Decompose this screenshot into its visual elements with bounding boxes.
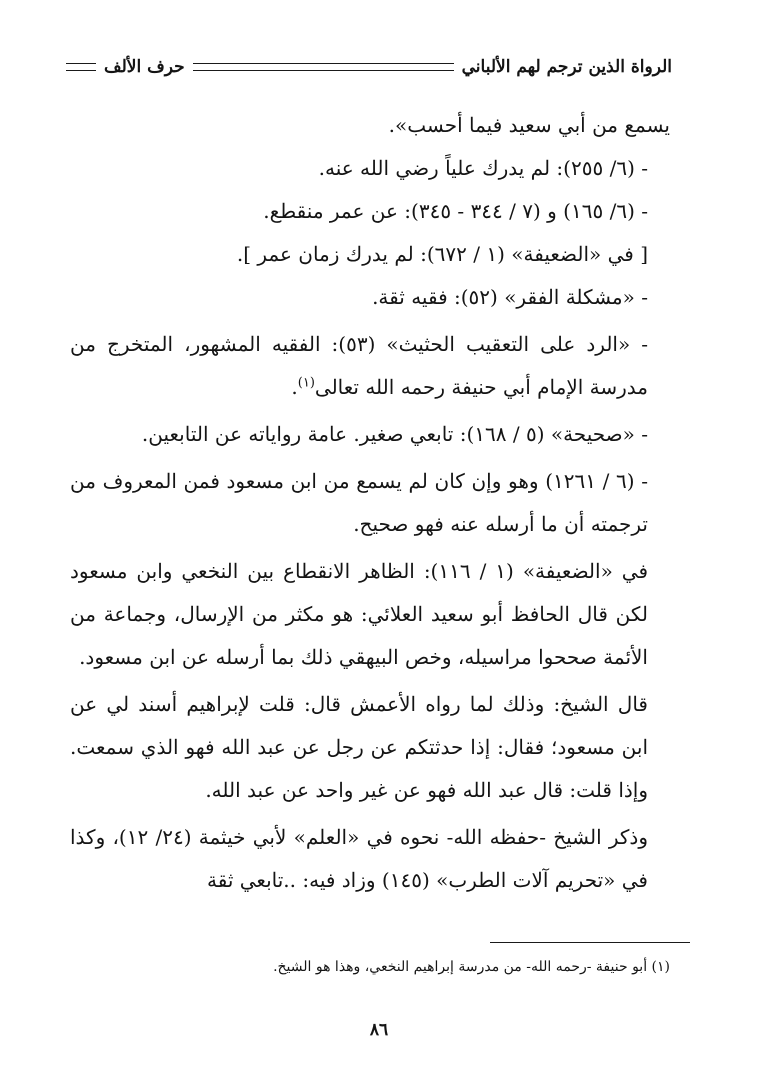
paragraph: - «الرد على التعقيب الحثيث» (٥٣): الفقيه المشهور، المتخرج من مدرسة الإمام أبي حنيفة رحمه الله تعالى$^{(١)}$.	[70, 332, 649, 399]
paragraph: - (٦/ ٢٥٥): لم يدرك علياً رضي الله عنه.	[318, 156, 648, 180]
footnote: (١) أبو حنيفة -رحمه الله- من مدرسة إبراهيم النخعي، وهذا هو الشيخ.	[273, 959, 670, 975]
paragraph-text: - «الرد على التعقيب الحثيث» (٥٣): الفقيه المشهور، المتخرج من مدرسة الإمام أبي حنيفة رحمه الله تعالى	[70, 332, 649, 399]
header-rule	[193, 63, 454, 71]
paragraph: - «صحيحة» (٥ / ١٦٨): تابعي صغير. عامة رواياته عن التابعين.	[141, 422, 648, 446]
page-body	[70, 104, 670, 902]
page-number: ٨٦	[369, 1020, 389, 1040]
chapter-title: حرف الألف	[104, 57, 185, 77]
paragraph: - «مشكلة الفقر» (٥٢): فقيه ثقة.	[372, 285, 648, 309]
footnote-marker: (١)	[297, 375, 315, 391]
paragraph: وذكر الشيخ -حفظه الله- نحوه في «العلم» لأبي خيثمة (٢٤/ ١٢)، وكذا في «تحريم آلات الطرب» (١٤٥) وزاد فيه: ..تابعي ثقة	[70, 825, 649, 892]
paragraph: - (٦/ ١٦٥) و (٧ / ٣٤٤ - ٣٤٥): عن عمر منقطع.	[263, 199, 648, 223]
footnote-rule	[490, 942, 690, 943]
paragraph: [ في «الضعيفة» (١ / ٦٧٢): لم يدرك زمان عمر ].	[236, 242, 648, 266]
paragraph: يسمع من أبي سعيد فيما أحسب».	[388, 113, 670, 137]
paragraph: قال الشيخ: وذلك لما رواه الأعمش قال: قلت لإبراهيم أسند لي عن ابن مسعود؛ فقال: إذا حدثتكم عن رجل عن عبد الله فهو الذي سمعت. وإذا قلت: قال عبد الله فهو عن غير واحد عن عبد الله.	[70, 692, 648, 802]
header-rule-end	[66, 63, 96, 71]
book-title: الرواة الذين ترجم لهم الألباني	[461, 57, 672, 77]
running-header	[66, 50, 672, 84]
paragraph: - (٦ / ١٢٦١) وهو وإن كان لم يسمع من ابن مسعود فمن المعروف من ترجمته أن ما أرسله عنه فهو صحيح.	[70, 469, 649, 536]
paragraph: في «الضعيفة» (١ / ١١٦): الظاهر الانقطاع بين النخعي وابن مسعود لكن قال الحافظ أبو سعيد العلائي: هو مكثر من الإرسال، وجماعة من الأئمة صححوا مراسيله، وخص البيهقي ذلك بما أرسله عن ابن مسعود.	[70, 559, 649, 669]
